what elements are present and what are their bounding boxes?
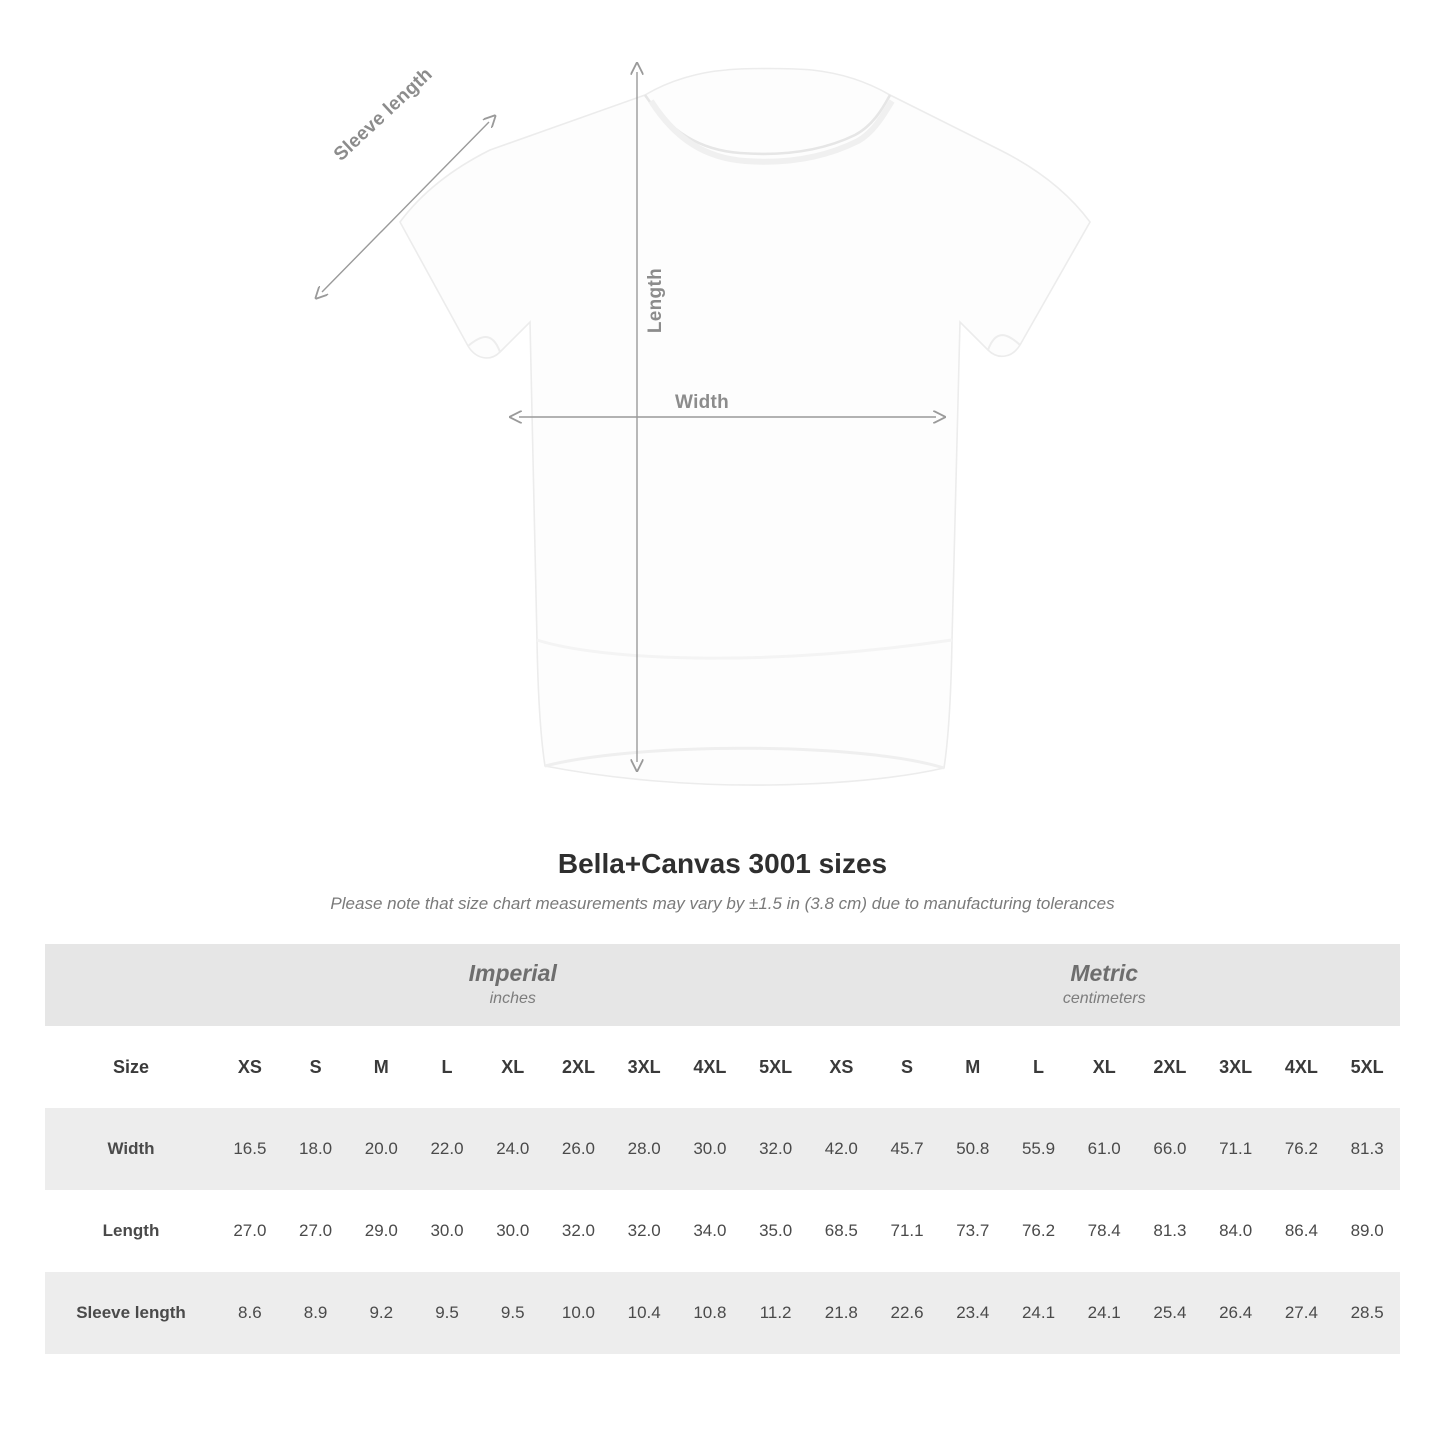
row-label-sleeve-length: Sleeve length (45, 1272, 217, 1354)
table-cell: 16.5 (217, 1108, 283, 1190)
size-header-cell: 4XL (677, 1026, 743, 1108)
table-cell: 22.6 (874, 1272, 940, 1354)
table-cell: 8.9 (283, 1272, 349, 1354)
table-cell: 9.2 (348, 1272, 414, 1354)
table-cell: 10.0 (546, 1272, 612, 1354)
size-header-cell: 2XL (1137, 1026, 1203, 1108)
table-cell: 24.1 (1006, 1272, 1072, 1354)
table-cell: 8.6 (217, 1272, 283, 1354)
table-cell: 24.1 (1071, 1272, 1137, 1354)
size-header-cell: 4XL (1269, 1026, 1335, 1108)
width-label: Width (675, 392, 730, 413)
table-cell: 26.0 (546, 1108, 612, 1190)
table-row (45, 1190, 1400, 1272)
size-chart-header (0, 848, 1445, 914)
table-cell: 23.4 (940, 1272, 1006, 1354)
table-cell: 26.4 (1203, 1272, 1269, 1354)
table-cell: 86.4 (1269, 1190, 1335, 1272)
unit-group-spacer (45, 944, 217, 1026)
table-cell: 27.0 (217, 1190, 283, 1272)
table-cell: 76.2 (1006, 1190, 1072, 1272)
table-cell: 84.0 (1203, 1190, 1269, 1272)
tolerance-note: Please note that size chart measurements may vary by ±1.5 in (3.8 cm) due to manufacturing tolerances (330, 894, 1115, 913)
size-chart-table (45, 944, 1400, 1354)
size-header-cell: 5XL (743, 1026, 809, 1108)
table-cell: 76.2 (1269, 1108, 1335, 1190)
table-row (45, 1272, 1400, 1354)
unit-group-name: Metric (1070, 959, 1139, 986)
table-cell: 30.0 (677, 1108, 743, 1190)
table-cell: 78.4 (1071, 1190, 1137, 1272)
table-cell: 32.0 (611, 1190, 677, 1272)
table-cell: 81.3 (1334, 1108, 1400, 1190)
table-cell: 9.5 (480, 1272, 546, 1354)
table-cell: 71.1 (874, 1190, 940, 1272)
table-cell: 42.0 (808, 1108, 874, 1190)
size-header-cell: XS (808, 1026, 874, 1108)
size-header-cell: M (348, 1026, 414, 1108)
size-header-cell: 2XL (546, 1026, 612, 1108)
table-cell: 34.0 (677, 1190, 743, 1272)
table-cell: 25.4 (1137, 1272, 1203, 1354)
table-cell: 29.0 (348, 1190, 414, 1272)
size-header-cell: XS (217, 1026, 283, 1108)
table-cell: 30.0 (480, 1190, 546, 1272)
unit-group-imperial (217, 944, 808, 1026)
table-cell: 73.7 (940, 1190, 1006, 1272)
unit-group-row (45, 944, 1400, 1026)
table-cell: 10.8 (677, 1272, 743, 1354)
row-label-length: Length (45, 1190, 217, 1272)
table-cell: 66.0 (1137, 1108, 1203, 1190)
sleeve-length-label: Sleeve length (330, 63, 437, 166)
size-header-cell: M (940, 1026, 1006, 1108)
table-cell: 81.3 (1137, 1190, 1203, 1272)
table-cell: 68.5 (808, 1190, 874, 1272)
table-cell: 21.8 (808, 1272, 874, 1354)
size-header-cell: 3XL (611, 1026, 677, 1108)
unit-group-sub: inches (489, 990, 536, 1008)
table-cell: 50.8 (940, 1108, 1006, 1190)
table-cell: 32.0 (546, 1190, 612, 1272)
table-cell: 89.0 (1334, 1190, 1400, 1272)
tshirt-shape (400, 69, 1090, 786)
size-header-cell: 3XL (1203, 1026, 1269, 1108)
table-row (45, 1108, 1400, 1190)
table-cell: 45.7 (874, 1108, 940, 1190)
table-cell: 27.4 (1269, 1272, 1335, 1354)
size-table-wrapper (45, 944, 1400, 1354)
size-header-cell: XL (1071, 1026, 1137, 1108)
size-header-cell: L (414, 1026, 480, 1108)
table-cell: 28.5 (1334, 1272, 1400, 1354)
table-cell: 61.0 (1071, 1108, 1137, 1190)
table-cell: 9.5 (414, 1272, 480, 1354)
unit-group-metric (808, 944, 1400, 1026)
table-cell: 35.0 (743, 1190, 809, 1272)
size-header-cell: L (1006, 1026, 1072, 1108)
size-header-cell: S (283, 1026, 349, 1108)
table-cell: 28.0 (611, 1108, 677, 1190)
table-cell: 18.0 (283, 1108, 349, 1190)
table-cell: 30.0 (414, 1190, 480, 1272)
table-cell: 27.0 (283, 1190, 349, 1272)
table-cell: 20.0 (348, 1108, 414, 1190)
size-header-cell: XL (480, 1026, 546, 1108)
table-cell: 11.2 (743, 1272, 809, 1354)
table-cell: 71.1 (1203, 1108, 1269, 1190)
size-header-cell: 5XL (1334, 1026, 1400, 1108)
length-label: Length (645, 268, 666, 334)
table-cell: 10.4 (611, 1272, 677, 1354)
table-cell: 55.9 (1006, 1108, 1072, 1190)
page-title: Bella+Canvas 3001 sizes (557, 848, 888, 879)
size-header-cell: S (874, 1026, 940, 1108)
size-header-row (45, 1026, 1400, 1108)
size-column-header: Size (45, 1026, 217, 1108)
unit-group-name: Imperial (468, 959, 557, 986)
table-cell: 32.0 (743, 1108, 809, 1190)
row-label-width: Width (45, 1108, 217, 1190)
table-cell: 22.0 (414, 1108, 480, 1190)
unit-group-sub: centimeters (1062, 990, 1146, 1008)
table-cell: 24.0 (480, 1108, 546, 1190)
